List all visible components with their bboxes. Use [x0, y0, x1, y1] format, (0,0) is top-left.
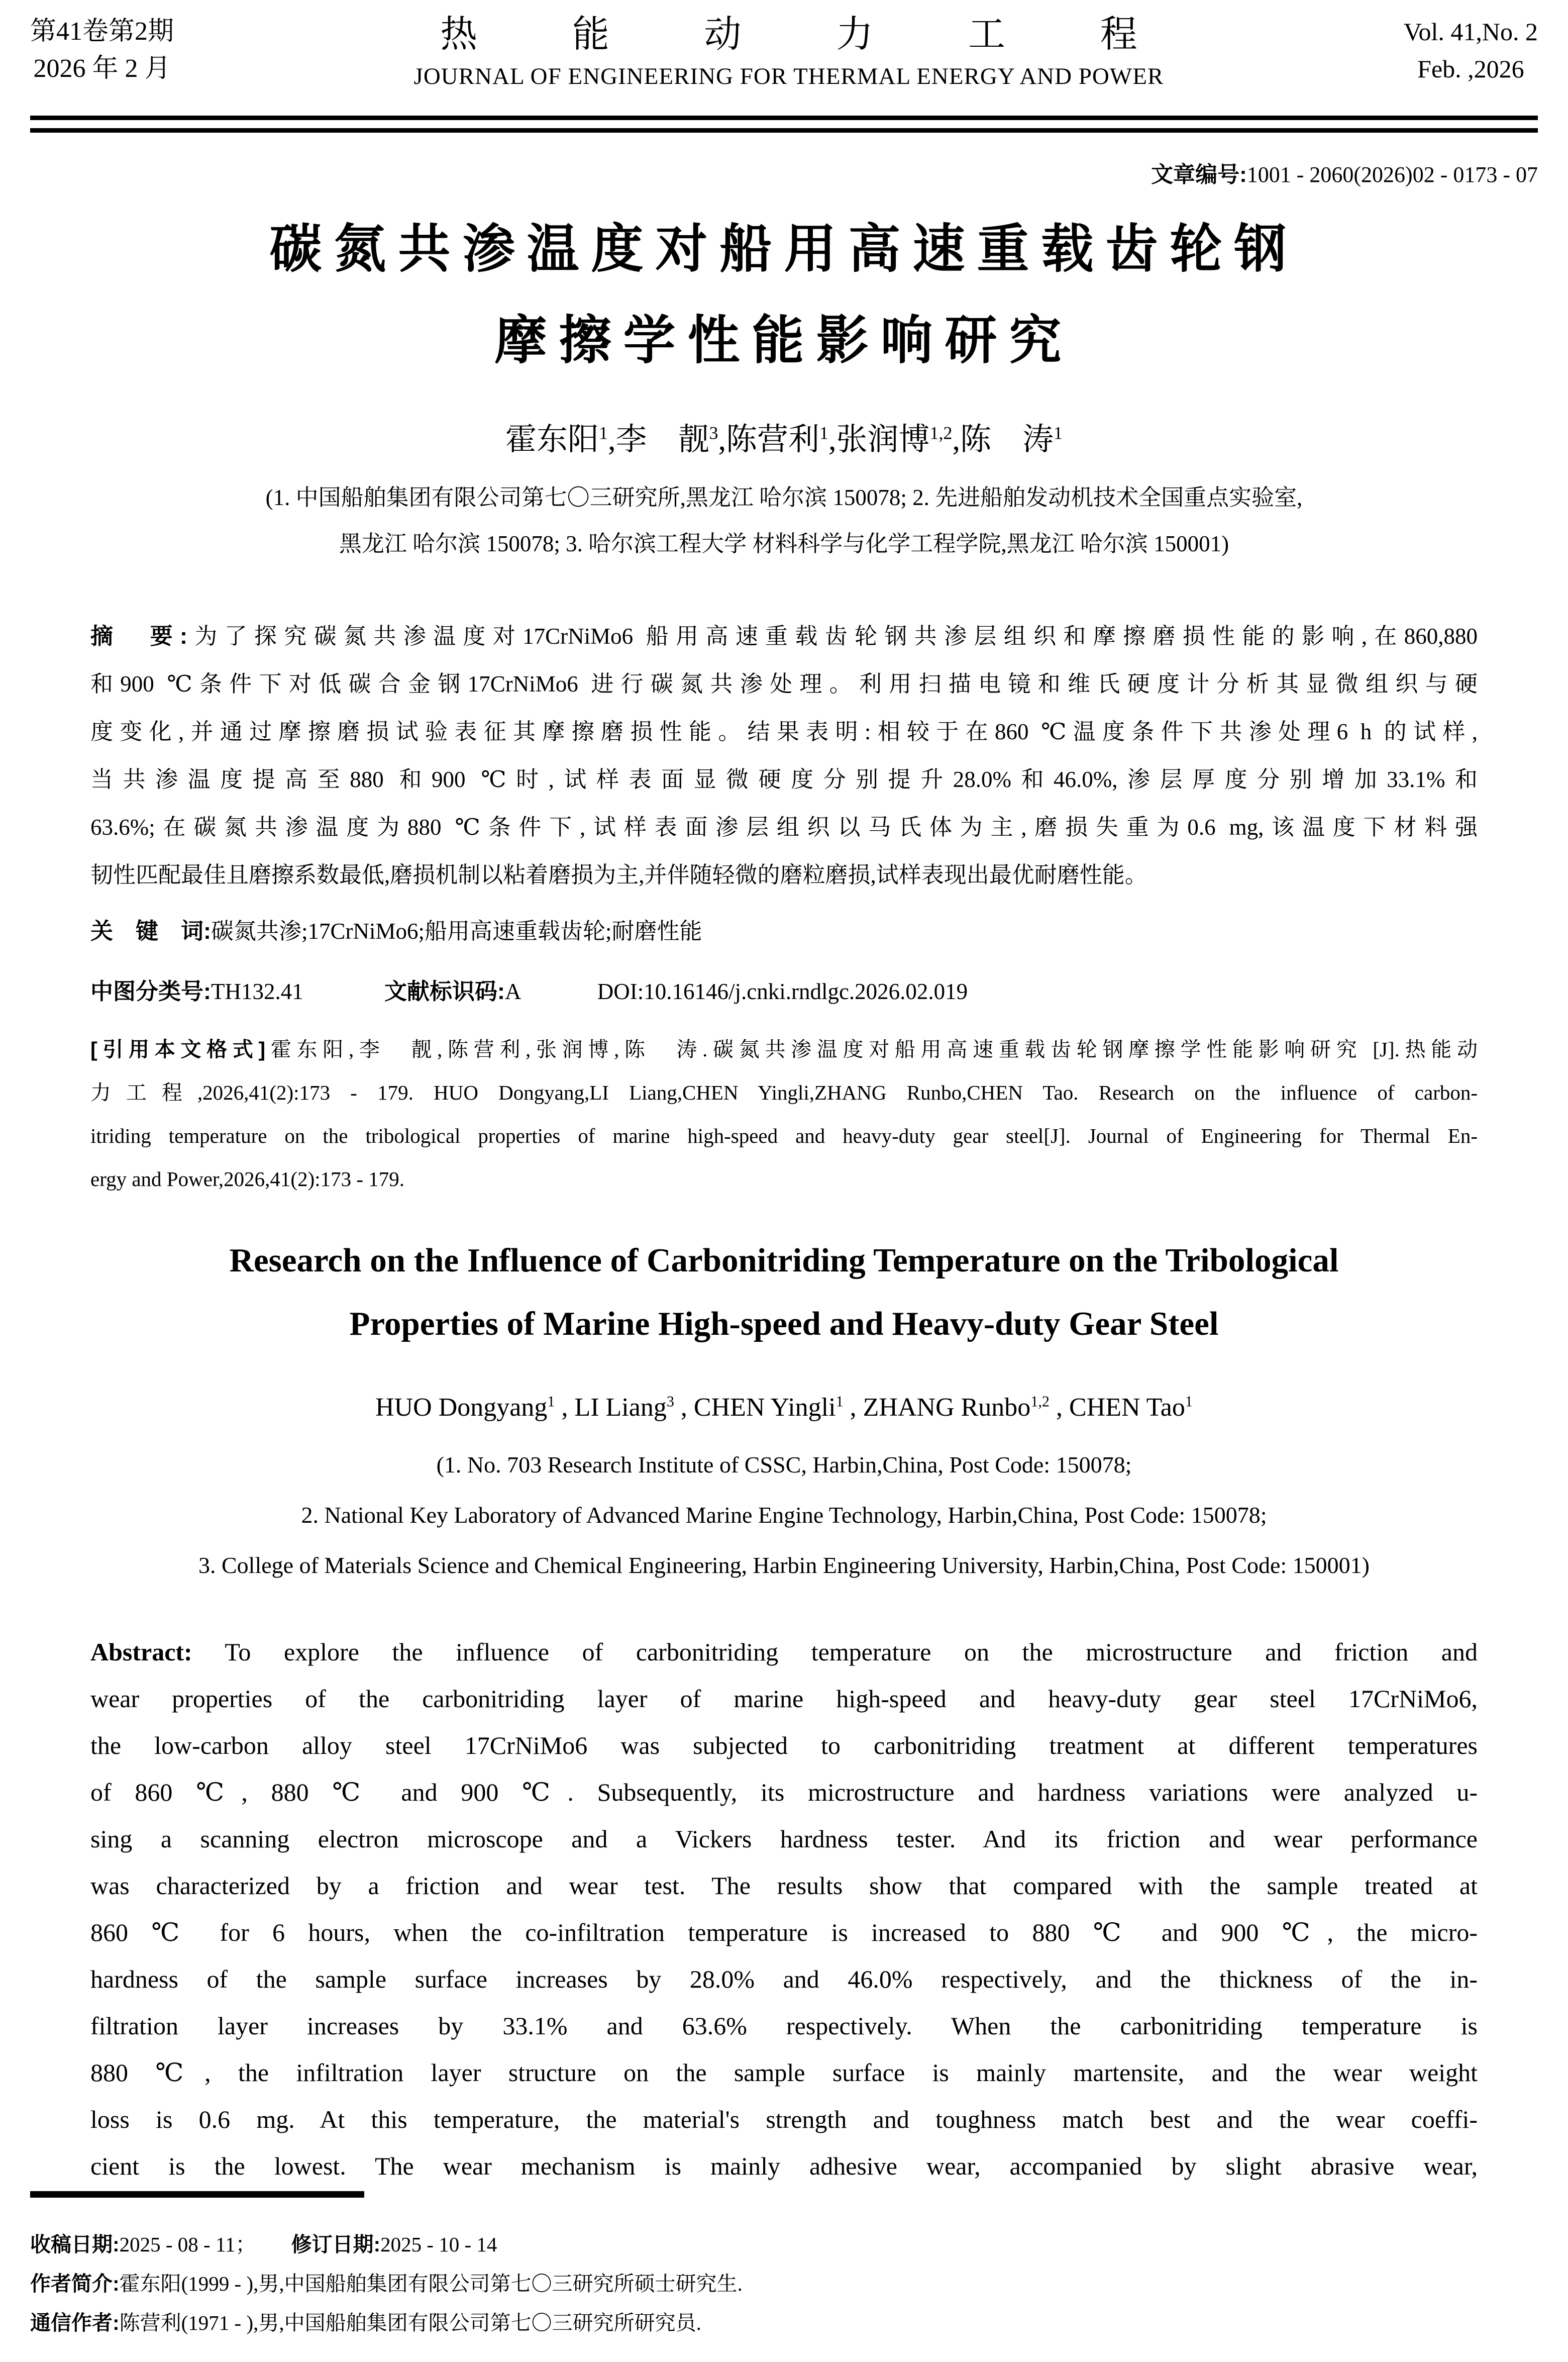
affiliation-cn-line2: 黑龙江 哈尔滨 150078; 3. 哈尔滨工程大学 材料科学与化学工程学院,黑龙江 哈尔滨 150001)	[339, 531, 1229, 556]
journal-title-en: JOURNAL OF ENGINEERING FOR THERMAL ENERGY AND POWER	[413, 63, 1164, 89]
abstract-en-line: loss is 0.6 mg. At this temperature, the material's strength and toughness match best and the wear coeffi-	[90, 2105, 1478, 2133]
citation-line: [引用本文格式]霍东阳,李 靓,陈营利,张润博,陈 涛.碳氮共渗温度对船用高速重载齿轮钢摩擦学性能影响研究 [J].热能动	[90, 1038, 1478, 1061]
abstract-en-line: was characterized by a friction and wear test. The results show that compared with the sample treated at	[90, 1872, 1478, 1900]
classification-row	[90, 967, 1478, 1016]
header-divider	[30, 116, 1538, 133]
doc-code-value: A	[505, 979, 521, 1004]
keywords-label: 关 键 词:	[90, 918, 211, 944]
citation-line: 力工程,2026,41(2):173 - 179. HUO Dongyang,LI Liang,CHEN Yingli,ZHANG Runbo,CHEN Tao. Research on the influence of carbon-	[90, 1081, 1478, 1104]
abstract-cn-line: 韧性匹配最佳且磨擦系数最低,磨损机制以粘着磨损为主,并伴随轻微的磨粒磨损,试样表现出最优耐磨性能。	[90, 862, 1147, 888]
affiliation-en-line3: 3. College of Materials Science and Chemical Engineering, Harbin Engineering University, Harbin,China, Post Code: 150001)	[198, 1552, 1370, 1578]
author-bio-line	[30, 2264, 1538, 2303]
received-date-value: 2025 - 08 - 11；	[119, 2233, 256, 2256]
affiliations-en	[30, 1440, 1538, 1591]
header-center	[174, 13, 1404, 92]
article-id-label: 文章编号:	[1151, 162, 1247, 187]
abstract-en-line: 860 ℃ for 6 hours, when the co-infiltration temperature is increased to 880 ℃ and 900 ℃, the micro-	[90, 1918, 1478, 1946]
journal-title-cn: 热能动力工程	[440, 14, 1232, 55]
doc-code-segment	[384, 979, 521, 1004]
affiliations-cn	[30, 474, 1538, 567]
footer-lines	[30, 2225, 1538, 2342]
citation-line: ergy and Power,2026,41(2):173 - 179.	[90, 1167, 405, 1191]
dates-line	[30, 2225, 1538, 2264]
doi-label: DOI:	[597, 979, 644, 1004]
received-date-label: 收稿日期:	[30, 2233, 120, 2256]
article-title-cn-line1: 碳氮共渗温度对船用高速重载齿轮钢	[269, 221, 1299, 278]
page-header	[30, 13, 1538, 92]
doi-value: 10.16146/j.cnki.rndlgc.2026.02.019	[644, 979, 968, 1004]
abstract-cn-label: 摘 要:	[90, 623, 188, 649]
abstract-en-line: 880 ℃, the infiltration layer structure on the sample surface is mainly martensite, and the wear weight	[90, 2058, 1478, 2087]
revised-date-label: 修订日期:	[291, 2233, 381, 2256]
clc-value: TH132.41	[211, 979, 303, 1004]
abstract-en-line: wear properties of the carbonitriding layer of marine high-speed and heavy-duty gear steel 17CrNiMo6,	[90, 1685, 1478, 1713]
author-bio-label: 作者简介:	[30, 2272, 120, 2295]
abstract-cn-line: 度变化,并通过摩擦磨损试验表征其摩擦磨损性能。结果表明:相较于在860 ℃温度条件下共渗处理6 h 的试样,	[90, 719, 1478, 744]
article-id	[30, 161, 1538, 189]
affiliation-en-line2: 2. National Key Laboratory of Advanced Marine Engine Technology, Harbin,China, Post Code: 150078;	[301, 1502, 1267, 1528]
abstract-en-line: sing a scanning electron microscope and a Vickers hardness tester. And its friction and wear performance	[90, 1825, 1478, 1853]
page-footer	[30, 2191, 1538, 2342]
citation-line: itriding temperature on the tribological properties of marine high-speed and heavy-duty gear steel[J]. Journal of Engineering for Thermal En-	[90, 1124, 1478, 1147]
corresponding-author-line	[30, 2303, 1538, 2342]
citation-label: [引用本文格式]	[90, 1038, 266, 1061]
corresponding-author-label: 通信作者:	[30, 2311, 120, 2334]
clc-label: 中图分类号:	[90, 978, 211, 1004]
affiliation-cn-line1: (1. 中国船舶集团有限公司第七〇三研究所,黑龙江 哈尔滨 150078; 2. 先进船舶发动机技术全国重点实验室,	[265, 485, 1303, 510]
abstract-en	[90, 1629, 1478, 2190]
corresponding-author-value: 陈营利(1971 - ),男,中国船舶集团有限公司第七〇三研究所研究员.	[119, 2311, 701, 2334]
abstract-en-line: Abstract: To explore the influence of carbonitriding temperature on the microstructure and friction and	[90, 1638, 1478, 1666]
doc-code-label: 文献标识码:	[384, 978, 505, 1004]
article-title-en-line2: Properties of Marine High-speed and Heavy-duty Gear Steel	[349, 1305, 1219, 1342]
abstract-en-line: cient is the lowest. The wear mechanism is mainly adhesive wear, accompanied by slight abrasive wear,	[90, 2152, 1478, 2180]
abstract-cn-line: 和900 ℃条件下对低碳合金钢17CrNiMo6 进行碳氮共渗处理。利用扫描电镜和维氏硬度计分析其显微组织与硬	[90, 671, 1478, 697]
revised-date-value: 2025 - 10 - 14	[380, 2233, 497, 2256]
footnote-divider	[30, 2191, 364, 2198]
abstract-en-line: hardness of the sample surface increases by 28.0% and 46.0% respectively, and the thickness of the in-	[90, 1965, 1478, 1993]
header-right	[1404, 13, 1538, 87]
abstract-cn-line: 当共渗温度提高至880 和900 ℃时,试样表面显微硬度分别提升28.0%和46.0%,渗层厚度分别增加33.1%和	[90, 767, 1478, 792]
affiliation-en-line1: (1. No. 703 Research Institute of CSSC, Harbin,China, Post Code: 150078;	[436, 1452, 1132, 1478]
citation-block	[90, 1028, 1478, 1201]
article-title-cn-line2: 摩擦学性能影响研究	[494, 312, 1074, 370]
authors-cn: 霍东阳$^1$,李 靓$^3$,陈营利$^1$,张润博$^{1,2}$,陈 涛$^1$	[505, 423, 1063, 457]
article-title-cn	[30, 204, 1538, 387]
abstract-en-line: the low-carbon alloy steel 17CrNiMo6 was subjected to carbonitriding treatment at different temperatures	[90, 1731, 1478, 1759]
abstract-en-line: filtration layer increases by 33.1% and 63.6% respectively. When the carbonitriding temperature is	[90, 2012, 1478, 2040]
date-cn: 2026 年 2 月	[33, 54, 171, 83]
article-title-en	[30, 1229, 1538, 1355]
abstract-en-label: Abstract:	[90, 1638, 192, 1666]
authors-en: HUO Dongyang$^1$ , LI Liang$^3$ , CHEN Yingli$^1$ , ZHANG Runbo$^{1,2}$ , CHEN Tao$^1$	[375, 1393, 1193, 1422]
abstract-en-line: of 860 ℃, 880 ℃ and 900 ℃. Subsequently, its microstructure and hardness variations were analyzed u-	[90, 1778, 1478, 1806]
author-bio-value: 霍东阳(1999 - ),男,中国船舶集团有限公司第七〇三研究所硕士研究生.	[119, 2272, 743, 2295]
keywords-text: 碳氮共渗;17CrNiMo6;船用高速重载齿轮;耐磨性能	[211, 919, 702, 944]
article-id-value: 1001 - 2060(2026)02 - 0173 - 07	[1246, 162, 1538, 187]
abstract-cn-line: 摘 要:为了探究碳氮共渗温度对17CrNiMo6 船用高速重载齿轮钢共渗层组织和摩擦磨损性能的影响,在860,880	[90, 623, 1478, 649]
article-title-en-line1: Research on the Influence of Carbonitriding Temperature on the Tribological	[229, 1242, 1339, 1279]
abstract-cn	[90, 612, 1478, 899]
volume-issue-cn: 第41卷第2期	[30, 17, 174, 46]
abstract-cn-line: 63.6%;在碳氮共渗温度为880 ℃条件下,试样表面渗层组织以马氏体为主,磨损失重为0.6 mg,该温度下材料强	[90, 815, 1478, 840]
volume-issue-en: Vol. 41,No. 2	[1403, 18, 1538, 46]
doi-segment	[597, 979, 968, 1004]
header-left	[30, 13, 174, 87]
keywords-cn	[90, 907, 1478, 955]
clc-segment	[90, 979, 303, 1004]
date-en: Feb. ,2026	[1417, 55, 1524, 83]
